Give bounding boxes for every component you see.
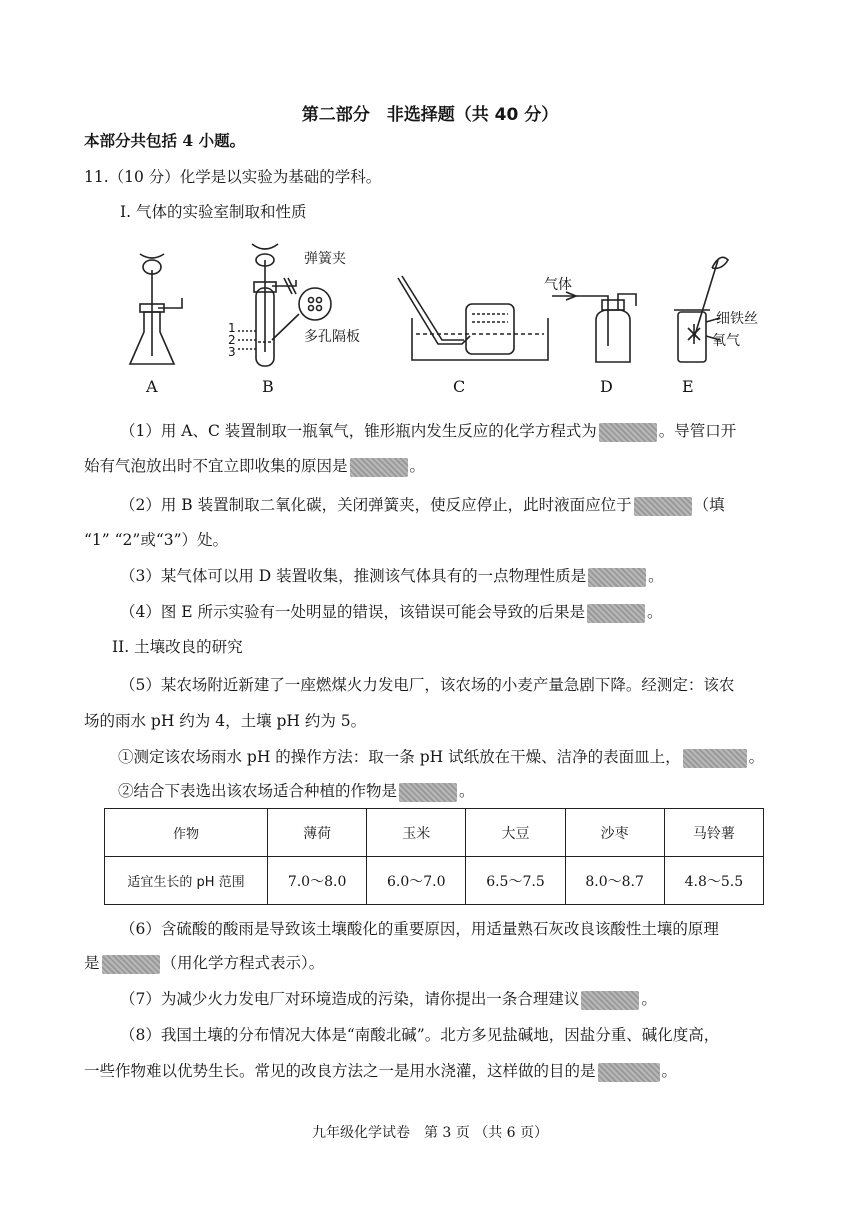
label-d: D	[600, 377, 613, 396]
answer-blank-1b[interactable]	[350, 458, 408, 477]
question-7: （7）为减少火力发电厂对环境造成的污染，请你提出一条合理建议 。	[120, 990, 657, 1008]
section-note: 本部分共包括 4 小题。	[84, 131, 246, 150]
table-cell: 4.8～5.5	[664, 857, 763, 905]
answer-blank-5-1[interactable]	[683, 749, 747, 768]
table-cell: 薄荷	[268, 809, 367, 857]
table-row	[105, 809, 764, 857]
apparatus-a	[130, 254, 182, 364]
question-5-line-2: 场的雨水 pH 约为 4，土壤 pH 约为 5。	[84, 712, 367, 730]
question-6-line-2: 是 （用化学方程式表示）。	[84, 954, 325, 972]
question-6-line-1: （6）含硫酸的酸雨是导致该土壤酸化的重要原因，用适量熟石灰改良该酸性土壤的原理	[120, 920, 719, 938]
answer-blank-7[interactable]	[581, 991, 639, 1010]
answer-blank-4[interactable]	[587, 604, 645, 623]
label-gas: 气体	[544, 277, 572, 293]
question-11-stem: 11.（10 分）化学是以实验为基础的学科。	[84, 168, 382, 186]
table-cell: 沙枣	[565, 809, 664, 857]
label-c: C	[453, 377, 466, 396]
part-2-title: II. 土壤改良的研究	[112, 638, 243, 656]
question-8-line-1: （8）我国土壤的分布情况大体是“南酸北碱”。北方多见盐碱地，因盐分重、碱化度高，	[120, 1026, 720, 1044]
answer-blank-1a[interactable]	[599, 423, 657, 442]
question-2-line-2: “1” “2”或“3”）处。	[84, 531, 229, 549]
table-cell: 6.5～7.5	[466, 857, 565, 905]
table-cell: 7.0～8.0	[268, 857, 367, 905]
label-e: E	[682, 377, 694, 396]
label-perforated-plate: 多孔隔板	[304, 329, 360, 345]
apparatus-c	[398, 276, 548, 360]
answer-blank-8[interactable]	[598, 1063, 660, 1082]
answer-blank-2[interactable]	[634, 497, 692, 516]
ph-range-table	[104, 808, 764, 905]
table-row	[105, 857, 764, 905]
apparatus-d	[552, 292, 636, 362]
answer-blank-5-2[interactable]	[399, 783, 457, 802]
part-1-title: I. 气体的实验室制取和性质	[120, 203, 307, 221]
table-cell: 6.0～7.0	[367, 857, 466, 905]
table-cell: 大豆	[466, 809, 565, 857]
label-a: A	[146, 377, 158, 396]
page-footer: 九年级化学试卷 第 3 页 （共 6 页）	[311, 1125, 549, 1141]
table-cell: 马铃薯	[664, 809, 763, 857]
table-cell: 作物	[105, 809, 268, 857]
label-b: B	[262, 377, 274, 396]
answer-blank-6[interactable]	[102, 955, 160, 974]
question-3: （3）某气体可以用 D 装置收集，推测该气体具有的一点物理性质是 。	[120, 567, 664, 585]
question-1-line-1: （1）用 A、C 装置制取一瓶氧气，锥形瓶内发生反应的化学方程式为 。导管口开	[120, 422, 737, 440]
question-5-1: ①测定该农场雨水 pH 的操作方法：取一条 pH 试纸放在干燥、洁净的表面皿上， 。	[118, 748, 765, 766]
table-cell: 适宜生长的 pH 范围	[105, 857, 268, 905]
question-2-line-1: （2）用 B 装置制取二氧化碳，关闭弹簧夹，使反应停止，此时液面应位于 （填	[120, 496, 725, 514]
question-8-line-2: 一些作物难以优势生长。常见的改良方法之一是用水浇灌，这样做的目的是 。	[84, 1062, 678, 1080]
label-iron-wire: 细铁丝	[716, 311, 758, 327]
question-1-line-2: 始有气泡放出时不宜立即收集的原因是 。	[84, 457, 426, 475]
apparatus-figure	[100, 240, 760, 400]
answer-blank-3[interactable]	[588, 568, 646, 587]
question-4: （4）图 E 所示实验有一处明显的错误，该错误可能会导致的后果是 。	[120, 603, 663, 621]
section-title: 第二部分 非选择题（共 40 分）	[301, 105, 559, 125]
table-cell: 玉米	[367, 809, 466, 857]
label-oxygen: 氧气	[712, 333, 740, 349]
label-spring-clip: 弹簧夹	[304, 251, 346, 267]
question-5-line-1: （5）某农场附近新建了一座燃煤火力发电厂，该农场的小麦产量急剧下降。经测定：该农	[120, 676, 735, 694]
label-level-2: 2	[228, 333, 236, 347]
question-5-2: ②结合下表选出该农场适合种植的作物是 。	[118, 782, 475, 800]
table-cell: 8.0～8.7	[565, 857, 664, 905]
label-level-1: 1	[228, 321, 236, 335]
label-level-3: 3	[228, 345, 236, 359]
